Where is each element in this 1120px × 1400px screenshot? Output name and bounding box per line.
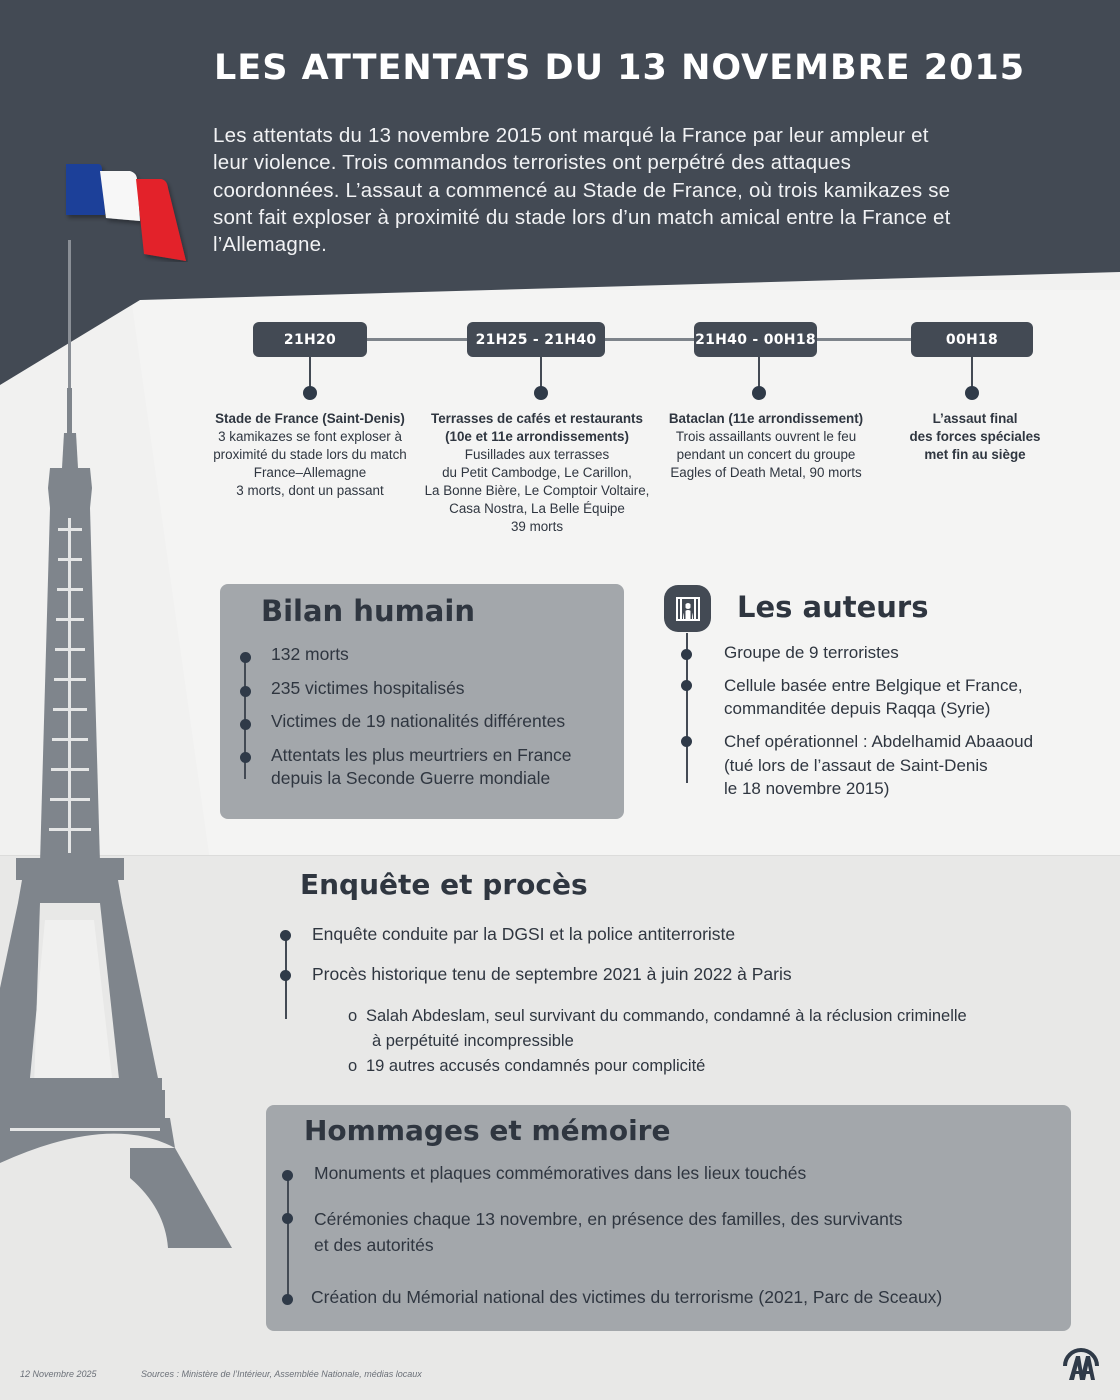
event-place: (10e et 11e arrondissements)	[445, 429, 629, 444]
section-title: Les auteurs	[737, 590, 929, 624]
sub-list-item: o 19 autres accusés condamnés pour complicité	[348, 1054, 705, 1079]
publication-date: 12 Novembre 2025	[20, 1369, 97, 1379]
timeline-line	[310, 338, 970, 341]
event-detail: La Bonne Bière, Le Comptoir Voltaire,	[424, 483, 650, 498]
timeline-time-badge: 00H18	[911, 322, 1033, 357]
timeline-dot	[752, 386, 766, 400]
timeline-dot	[965, 386, 979, 400]
auteurs-list: Groupe de 9 terroristes Cellule basée entre Belgique et France, commanditée depuis Raqqa (Syrie) Chef opérationnel : Abdelhamid Abaaoud (tué lors de l’assaut de Saint-Denis le 18 novembre 2015)	[681, 643, 1101, 803]
event-detail: Eagles of Death Metal, 90 morts	[670, 465, 862, 480]
timeline-description	[412, 410, 662, 536]
timeline-dot	[534, 386, 548, 400]
sub-bullet-marker: o	[348, 1057, 358, 1075]
sources-note: Sources : Ministère de l’Intérieur, Assemblée Nationale, médias locaux	[141, 1369, 422, 1379]
intro-line: l’Allemagne.	[213, 233, 328, 257]
timeline-time-badge: 21H20	[253, 322, 367, 357]
aa-logo-icon	[1060, 1342, 1102, 1382]
timeline-dot	[303, 386, 317, 400]
event-detail: Casa Nostra, La Belle Équipe	[449, 501, 625, 516]
intro-line: coordonnées. L’assaut a commencé au Stade de France, où trois kamikazes se	[213, 178, 951, 202]
prison-icon	[664, 585, 711, 632]
event-place: Bataclan (11e arrondissement)	[668, 411, 864, 426]
section-title: Hommages et mémoire	[304, 1114, 671, 1147]
timeline-description	[850, 410, 1100, 464]
timeline-time-badge: 21H25 - 21H40	[467, 322, 605, 357]
intro-line: leur violence. Trois commandos terroristes ont perpétré des attaques	[213, 151, 852, 175]
section-title: Enquête et procès	[300, 868, 588, 901]
bullet-line	[287, 1173, 289, 1298]
event-detail: du Petit Cambodge, Le Carillon,	[442, 465, 632, 480]
french-flag-icon	[64, 162, 188, 262]
timeline-description	[185, 410, 435, 500]
flag-pole	[68, 240, 71, 390]
intro-line: Les attentats du 13 novembre 2015 ont marqué la France par leur ampleur et	[213, 124, 929, 147]
event-detail: 39 morts	[510, 519, 564, 534]
enquete-list: Enquête conduite par la DGSI et la police antiterroriste Procès historique tenu de septembre 2021 à juin 2022 à Paris	[280, 924, 1040, 1024]
page-title: LES ATTENTATS DU 13 NOVEMBRE 2015	[214, 48, 1026, 88]
sub-bullet-marker: o	[348, 1007, 358, 1025]
event-place: Terrasses de cafés et restaurants	[431, 411, 643, 426]
eiffel-tower-illustration	[0, 388, 240, 1253]
event-detail: 3 kamikazes se font exploser à	[218, 429, 402, 444]
section-title: Bilan humain	[261, 594, 475, 628]
event-detail: proximité du stade lors du match	[213, 447, 407, 462]
event-outcome: des forces spéciales	[909, 429, 1041, 444]
timeline-time-badge: 21H40 - 00H18	[694, 322, 817, 357]
hommages-memoire-card	[266, 1105, 1071, 1331]
event-detail: 3 morts, dont un passant	[236, 483, 384, 498]
event-detail: Fusillades aux terrasses	[464, 447, 610, 462]
hommages-list: Monuments et plaques commémoratives dans les lieux touchés Cérémonies chaque 13 novembre, en présence des familles, des survivants et des autorités Création du Mémorial national des victimes du terrorisme (2021, Parc de Sceaux)	[282, 1163, 1062, 1323]
bilan-humain-card	[220, 584, 624, 819]
sub-list-item: o Salah Abdeslam, seul survivant du commando, condamné à la réclusion criminelle à perpétuité incompressible	[348, 1004, 967, 1054]
intro-paragraph	[213, 122, 1073, 258]
event-outcome: L’assaut final	[932, 411, 1018, 426]
event-detail: Trois assaillants ouvrent le feu	[675, 429, 857, 444]
event-detail: France–Allemagne	[253, 465, 367, 480]
event-detail: pendant un concert du groupe	[676, 447, 856, 462]
intro-line: sont fait exploser à proximité du stade lors d’un match amical entre la France et	[213, 205, 951, 229]
event-outcome: met fin au siège	[924, 447, 1026, 462]
event-place: Stade de France (Saint-Denis)	[215, 411, 405, 426]
bilan-list: 132 morts 235 victimes hospitalisés Victimes de 19 nationalités différentes Attentats les plus meurtriers en France depuis la Seconde Guerre mondiale	[240, 644, 620, 814]
